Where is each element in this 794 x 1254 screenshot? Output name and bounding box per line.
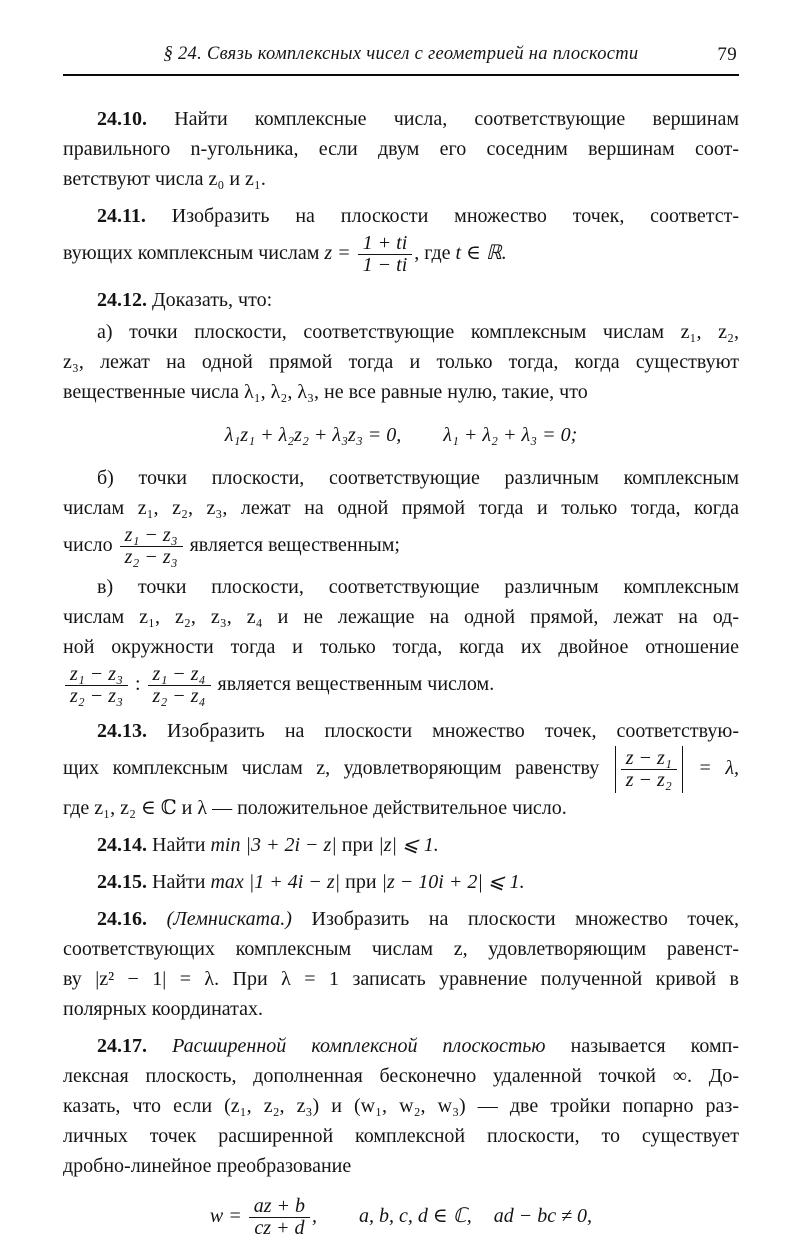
problem-text: правильного n-угольника, если двум его соседним вершинам соот- [63, 138, 739, 160]
problem-24-15 [63, 867, 739, 897]
problem-text: вующих комплексным числам [63, 242, 325, 265]
problem-24-16-line-4 [63, 994, 739, 1024]
problem-text: числам z₁, z₂, z₃, лежат на одной прямой тогда и только тогда, когда [63, 497, 739, 519]
problem-number: 24.11. [97, 205, 146, 227]
fraction [148, 664, 211, 707]
problem-text: ву |z² − 1| = λ. При λ = 1 записать уравнение полученной кривой в [63, 968, 739, 990]
formula-left: λ₁z₁ + λ₂z₂ + λ₃z₃ = 0, [224, 424, 402, 446]
fraction-denominator: z₂ − z₃ [70, 685, 123, 707]
formula-condition: ad − bc ≠ 0, [493, 1205, 593, 1228]
problem-text: является вещественным; [184, 534, 400, 557]
fraction-numerator: z₁ − z₄ [148, 664, 211, 686]
problem-24-17 [63, 1031, 739, 1181]
fraction-denominator: cz + d [254, 1217, 305, 1239]
item-v-line-3 [63, 632, 739, 662]
problem-24-13 [63, 716, 739, 823]
problem-text: Доказать, что: [152, 289, 273, 311]
problem-number: 24.14. [97, 834, 147, 856]
problem-24-17-line-3 [63, 1091, 739, 1121]
problem-text: число [63, 534, 118, 557]
problem-24-17-line-4 [63, 1121, 739, 1151]
absolute-value-bars [615, 746, 683, 793]
item-v [63, 572, 739, 709]
formula-right: λ₁ + λ₂ + λ₃ = 0; [443, 424, 578, 446]
problem-text: дробно-линейное преобразование [63, 1155, 352, 1177]
problem-text: в) точки плоскости, соответствующие различным комплексным [97, 576, 739, 598]
display-formula-lambda [63, 420, 739, 450]
math-expression: |z − 10i + 2| ⩽ 1. [381, 871, 525, 893]
problem-24-11 [63, 201, 739, 278]
problem-text: числам z₁, z₂, z₃, z₄ и не лежащие на одной прямой, лежат на од- [63, 606, 739, 628]
item-b-line-1 [63, 463, 739, 493]
problem-text: Изобразить на плоскости множество точек, соответствую- [167, 720, 740, 742]
item-v-line-1 [63, 572, 739, 602]
problem-24-17-line-5 [63, 1151, 739, 1181]
fraction-numerator: z − z₁ [621, 748, 677, 770]
math-expression: z = [324, 242, 356, 265]
fraction-numerator: z₁ − z₃ [65, 664, 128, 686]
formula-coefficients: a, b, c, d ∈ ℂ, [359, 1205, 472, 1228]
problem-number: 24.13. [97, 720, 147, 742]
fraction [358, 233, 413, 276]
problem-24-16 [63, 904, 739, 1024]
problem-text: а) точки плоскости, соответствующие комплексным числам z₁, z₂, [97, 321, 739, 343]
fraction-denominator: 1 − ti [362, 254, 408, 276]
problem-24-10 [63, 104, 739, 194]
section-title: § 24. Связь комплексных чисел с геометрией на плоскости [163, 44, 639, 64]
item-b-line-2 [63, 493, 739, 523]
fraction-numerator: 1 + ti [358, 233, 413, 255]
problem-text: щих комплексным числам z, удовлетворяющим равенству [63, 757, 613, 780]
problem-24-12-line-1 [63, 285, 739, 315]
problem-24-10-line-2 [63, 134, 739, 164]
problem-text: Найти [152, 834, 211, 856]
math-expression: = λ, [684, 757, 739, 780]
fraction-numerator: az + b [249, 1196, 310, 1218]
fraction [65, 664, 128, 707]
item-a [63, 317, 739, 407]
item-a-line-3 [63, 377, 739, 407]
problem-24-17-line-1 [63, 1031, 739, 1061]
problem-24-16-line-3 [63, 964, 739, 994]
problem-text: z₃, лежат на одной прямой тогда и только тогда, когда существуют [63, 351, 739, 373]
math-expression: min |3 + 2i − z| [210, 834, 337, 856]
text-block [63, 44, 739, 1254]
problem-24-11-line-2 [63, 231, 739, 278]
problem-number: 24.15. [97, 871, 147, 893]
problem-text: называется комп- [570, 1035, 739, 1057]
problem-24-11-line-1 [63, 201, 739, 231]
item-a-line-1 [63, 317, 739, 347]
problem-text: личных точек расширенной комплексной плоскости, то существует [63, 1125, 739, 1147]
problem-24-13-line-1 [63, 716, 739, 746]
display-formula-moebius [63, 1194, 739, 1241]
problem-text: Найти [152, 871, 211, 893]
problem-24-10-line-1 [63, 104, 739, 134]
fraction-denominator: z − z₂ [625, 769, 672, 791]
problem-24-16-line-2 [63, 934, 739, 964]
fraction [621, 748, 677, 791]
fraction-numerator: z₁ − z₃ [120, 525, 183, 547]
problem-number: 24.12. [97, 289, 147, 311]
ratio-colon: : [129, 673, 146, 696]
problem-number: 24.17. [97, 1035, 147, 1057]
problem-24-14-line-1 [63, 830, 739, 860]
formula-comma: , [312, 1205, 318, 1228]
problem-text: Изобразить на плоскости множество точек, [311, 908, 739, 930]
problem-text: ной окружности тогда и только тогда, когда их двойное отношение [63, 636, 739, 658]
problem-text: Найти комплексные числа, соответствующие вершинам [174, 108, 739, 130]
problem-24-12 [63, 285, 739, 315]
fraction [120, 525, 183, 568]
problem-24-13-line-2 [63, 746, 739, 793]
item-a-line-2 [63, 347, 739, 377]
problem-text: , где [414, 242, 456, 265]
problem-text: ветствуют числа z₀ и z₁. [63, 168, 266, 190]
defined-term: Расширенной комплексной плоскостью [172, 1035, 571, 1057]
problem-24-14 [63, 830, 739, 860]
problem-text: Изобразить на плоскости множество точек, соответст- [171, 205, 740, 227]
problem-text: при [336, 834, 379, 856]
problem-24-17-line-2 [63, 1061, 739, 1091]
problem-24-15-line-1 [63, 867, 739, 897]
problem-number: 24.10. [97, 108, 147, 130]
problem-text: лексная плоскость, дополненная бесконечно удаленной точкой ∞. До- [63, 1065, 739, 1087]
problem-text: при [340, 871, 382, 893]
problem-text: вещественные числа λ₁, λ₂, λ₃, не все равные нулю, такие, что [63, 381, 588, 403]
item-v-line-2 [63, 602, 739, 632]
problem-24-10-line-3 [63, 164, 739, 194]
fraction-denominator: z₂ − z₃ [124, 546, 178, 568]
problem-text: является вещественным числом. [212, 673, 495, 696]
formula-lead: w = [209, 1205, 247, 1228]
problem-text: казать, что если (z₁, z₂, z₃) и (w₁, w₂, w₃) — две тройки попарно раз- [63, 1095, 739, 1117]
problem-text: где z₁, z₂ ∈ ℂ и λ — положительное действительное число. [63, 797, 567, 819]
problem-text: полярных координатах. [63, 998, 263, 1020]
problem-number: 24.16. [97, 908, 147, 930]
problem-text: соответствующих комплексным числам z, удовлетворяющим равенст- [63, 938, 739, 960]
item-b [63, 463, 739, 570]
problem-24-13-line-3 [63, 793, 739, 823]
item-b-line-3 [63, 523, 739, 570]
problem-text: б) точки плоскости, соответствующие различным комплексным [97, 467, 739, 489]
math-expression: t ∈ ℝ. [455, 242, 507, 265]
math-expression: |z| ⩽ 1. [378, 834, 439, 856]
fraction [249, 1196, 310, 1239]
lemma-name: (Лемниската.) [166, 908, 312, 930]
running-head [63, 44, 739, 76]
item-v-line-4 [63, 662, 739, 709]
fraction-denominator: z₂ − z₄ [152, 685, 206, 707]
page-number: 79 [717, 44, 737, 65]
math-expression: max |1 + 4i − z| [210, 871, 341, 893]
problem-24-16-line-1 [63, 904, 739, 934]
